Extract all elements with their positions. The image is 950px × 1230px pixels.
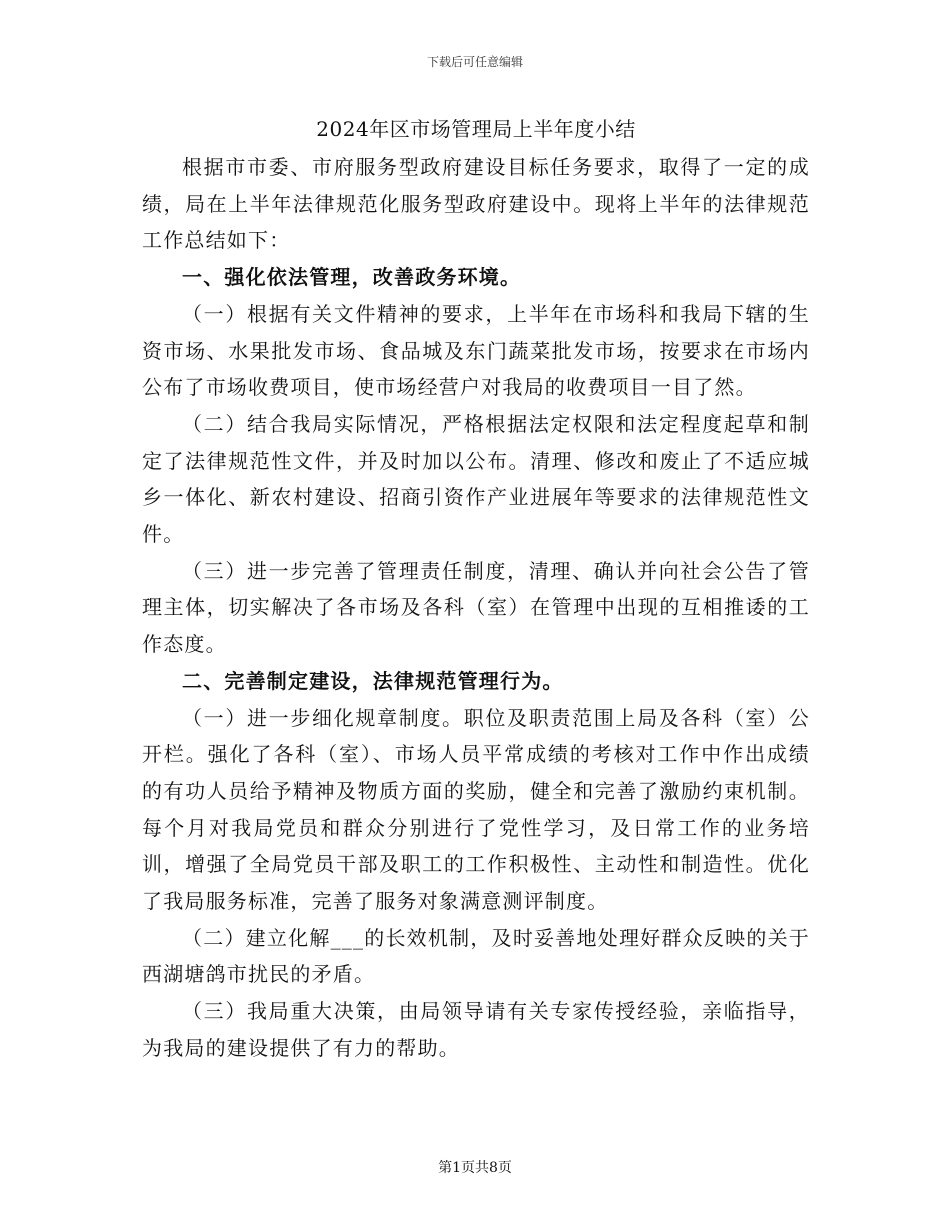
section-1-paragraph-1: （一）根据有关文件精神的要求，上半年在市场科和我局下辖的生资市场、水果批发市场、食品城及东门蔬菜批发市场，按要求在市场内公布了市场收费项目，使市场经营户对我局的收费项目一目了然。 bbox=[142, 301, 810, 400]
section-2-paragraph-1: （一）进一步细化规章制度。职位及职责范围上局及各科（室）公开栏。强化了各科（室）、市场人员平常成绩的考核对工作中作出成绩的有功人员给予精神及物质方面的奖励，健全和完善了激励约束机制。每个月对我局党员和群众分别进行了党性学习，及日常工作的业务培训，增强了全局党员干部及职工的工作积极性、主动性和制造性。优化了我局服务标准，完善了服务对象满意测评制度。 bbox=[142, 705, 810, 914]
intro-paragraph: 根据市市委、市府服务型政府建设目标任务要求，取得了一定的成绩，局在上半年法律规范化服务型政府建设中。现将上半年的法律规范工作总结如下： bbox=[142, 155, 810, 253]
section-2-heading: 二、完善制定建设，法律规范管理行为。 bbox=[182, 668, 564, 693]
document-title: 2024年区市场管理局上半年度小结 bbox=[316, 117, 636, 141]
section-2-paragraph-2: （二）建立化解___的长效机制，及时妥善地处理好群众反映的关于西湖塘鸽市扰民的矛盾。 bbox=[142, 925, 810, 987]
section-1-paragraph-2: （二）结合我局实际情况，严格根据法定权限和法定程度起草和制定了法律规范性文件，并及时加以公布。清理、修改和废止了不适应城乡一体化、新农村建设、招商引资作产业进展年等要求的法律规范性文件。 bbox=[142, 411, 810, 547]
document-body bbox=[142, 115, 810, 1067]
page-number: 第1页共8页 bbox=[438, 1160, 512, 1176]
section-2-paragraph-3: （三）我局重大决策，由局领导请有关专家传授经验，亲临指导，为我局的建设提供了有力的帮助。 bbox=[142, 999, 810, 1060]
section-1-paragraph-3: （三）进一步完善了管理责任制度，清理、确认并向社会公告了管理主体，切实解决了各市场及各科（室）在管理中出现的互相推诿的工作态度。 bbox=[142, 558, 810, 657]
header-note: 下载后可任意编辑 bbox=[426, 55, 523, 69]
section-1-heading: 一、强化依法管理，改善政务环境。 bbox=[182, 265, 522, 290]
